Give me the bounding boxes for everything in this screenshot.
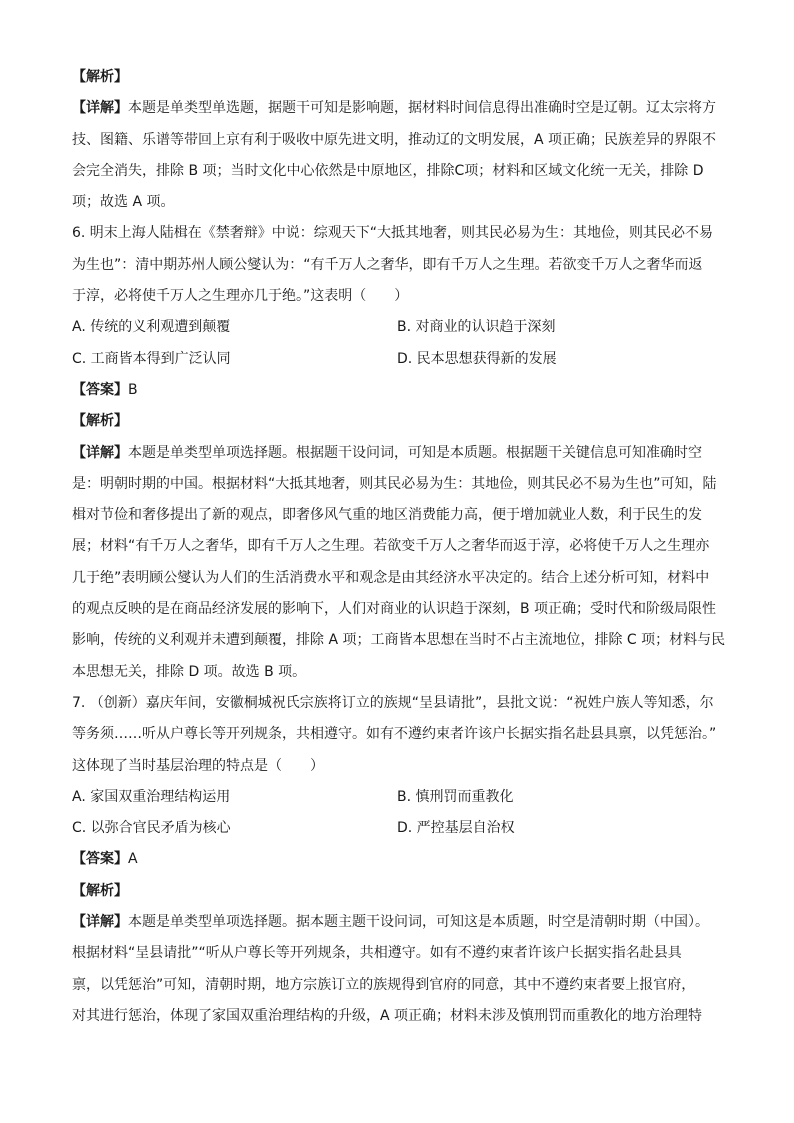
question-stem-line: 6. 明末上海人陆楫在《禁奢辩》中说：综观天下“大抵其地奢，则其民必易为生：其地俭，则其民必不易: [72, 225, 714, 242]
detail-paragraph-line: 展；材料“有千万人之奢华，即有千万人之生理。若欲变千万人之奢华而返于淳，必将使千万人之生理亦: [72, 538, 710, 555]
detail-paragraph-line: 本思想无关，排除 D 项。故选 B 项。: [72, 663, 307, 680]
answer-line: [72, 844, 732, 875]
detail-heading: 【详解】: [72, 444, 128, 461]
analysis-heading: 【解析】: [72, 69, 128, 85]
question-stem-line: 等务须……听从户尊长等开列规条，共相遵守。如有不遵约束者许该户长据实指名赴县具禀，以凭惩治。”: [72, 726, 717, 743]
analysis-heading: 【解析】: [72, 413, 128, 430]
detail-paragraph-line: 几于绝”表明顾公燮认为人们的生活消费水平和观念是由其经济水平决定的。结合上述分析可知，材料中: [72, 569, 710, 586]
detail-paragraph-line: 项；故选 A 项。: [72, 194, 175, 211]
detail-paragraph-line: 【详解】本题是单类型单项选择题。根据题干设问词，可知是本质题。根据题干关键信息可知准确时空: [72, 444, 702, 461]
detail-paragraph-line: 影响，传统的义利观并未遭到颠覆，排除 A 项；工商皆本思想在当时不占主流地位，排除 C 项；材料与民: [72, 632, 726, 649]
detail-paragraph-line: 根据材料“呈县请批”“听从户尊长等开列规条，共相遵守。如有不遵约束者许该户长据实指名赴县具: [72, 945, 682, 962]
option-c: C. 工商皆本得到广泛认同: [72, 350, 231, 367]
options-row: [72, 312, 732, 343]
detail-heading: 【详解】: [72, 100, 128, 117]
question-stem-line: 于淳，必将使千万人之生理亦几于绝。”这表明（ ）: [72, 288, 409, 305]
detail-paragraph-line: 【详解】本题是单类型单项选择题。据本题主题干设问词，可知这是本质题，时空是清朝时期（中国）。: [72, 914, 709, 931]
answer-line: [72, 375, 732, 406]
detail-paragraph-line: 【详解】本题是单类型单选题，据题干可知是影响题，据材料时间信息得出准确时空是辽朝。辽太宗将方: [72, 100, 716, 117]
detail-paragraph-line: 会完全消失，排除 B 项；当时文化中心依然是中原地区，排除C项；材料和区域文化统一无关，排除 D: [72, 162, 704, 179]
detail-paragraph-line: 楫对节俭和奢侈提出了新的观点，即奢侈风气重的地区消费能力高，便于增加就业人数，利于民生的发: [72, 507, 702, 524]
option-a: A. 家国双重治理结构运用: [72, 788, 231, 805]
question-stem-line: 为生也”：清中期苏州人顾公燮认为：“有千万人之奢华，即有千万人之生理。若欲变千万人之奢华而返: [72, 256, 703, 273]
detail-paragraph-line: 的观点反映的是在商品经济发展的影响下，人们对商业的认识趋于深刻，B 项正确；受时代和阶级局限性: [72, 601, 717, 618]
answer-heading: 【答案】: [72, 851, 128, 868]
detail-paragraph-line: 禀，以凭惩治”可知，清朝时期，地方宗族订立的族规得到官府的同意，其中不遵约束者要上报官府，: [72, 976, 696, 993]
detail-paragraph-line: 技、图籍、乐谱等带回上京有利于吸收中原先进文明，推动辽的文明发展，A 项正确；民族差异的界限不: [72, 131, 717, 148]
detail-paragraph-line: 是：明朝时期的中国。根据材料“大抵其地奢，则其民必易为生：其地俭，则其民必不易为生也”可知，陆: [72, 475, 717, 492]
options-row: [72, 782, 732, 813]
answer-heading: 【答案】: [72, 381, 128, 398]
question-stem-line: 7. （创新）嘉庆年间，安徽桐城祝氏宗族将订立的族规“呈县请批”，县批文说：“祝姓户族人等知悉，尔: [72, 694, 714, 711]
answer-value: A: [128, 851, 138, 868]
option-a: A. 传统的义利观遭到颠覆: [72, 319, 231, 336]
option-d: D. 民本思想获得新的发展: [397, 350, 557, 367]
question-stem-line: 这体现了当时基层治理的特点是（ ）: [72, 757, 324, 774]
answer-value: B: [128, 381, 138, 398]
document-content: [72, 62, 732, 1032]
option-b: B. 慎刑罚而重教化: [397, 788, 514, 805]
option-c: C. 以弥合官民矛盾为核心: [72, 820, 231, 837]
options-row: [72, 344, 732, 375]
analysis-heading: 【解析】: [72, 882, 128, 899]
detail-paragraph-line: 对其进行惩治，体现了家国双重治理结构的升级，A 项正确；材料未涉及慎刑罚而重教化的地方治理特: [72, 1007, 703, 1024]
options-row: [72, 813, 732, 844]
option-b: B. 对商业的认识趋于深刻: [397, 319, 556, 336]
option-d: D. 严控基层自治权: [397, 820, 515, 837]
detail-heading: 【详解】: [72, 914, 128, 931]
